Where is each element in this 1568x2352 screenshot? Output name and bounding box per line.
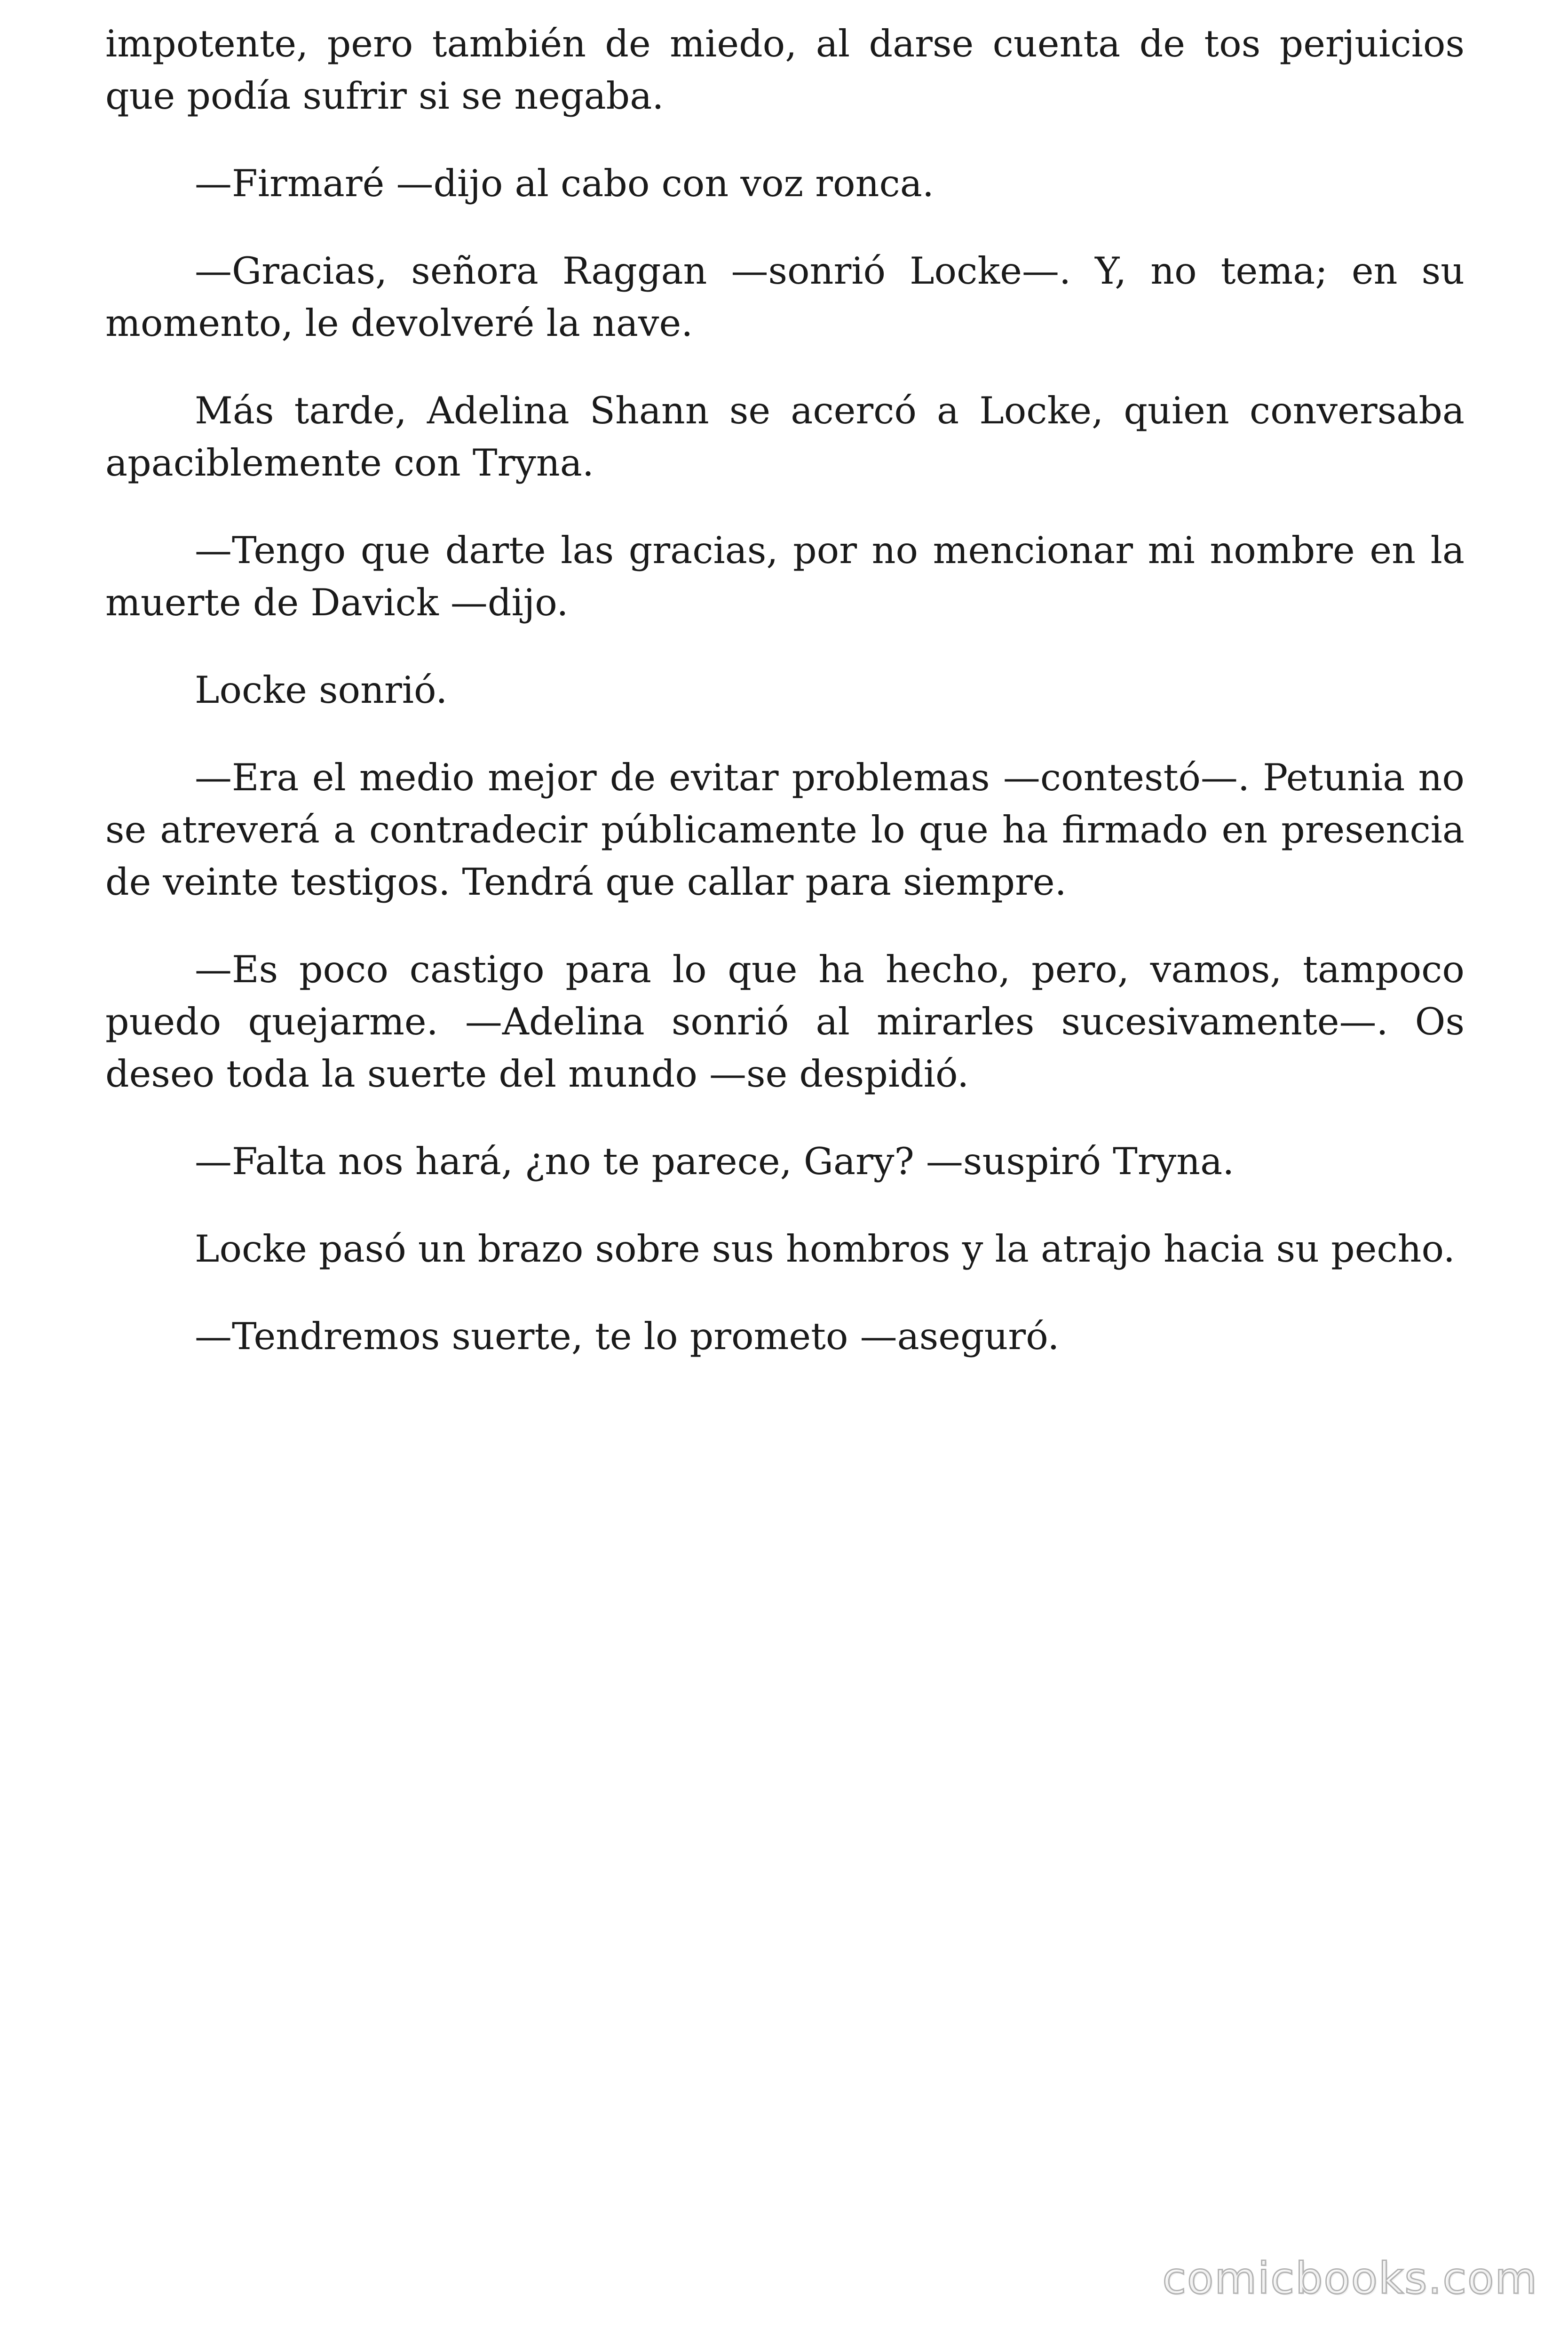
paragraph-3: —Gracias, señora Raggan —sonrió Locke—. Y, no tema; en su momento, le devolveré la nave. — [105, 249, 1465, 345]
paragraph-10: Locke pasó un brazo sobre sus hombros y la atrajo hacia su pecho. — [195, 1227, 1455, 1271]
paragraph-5: —Tengo que darte las gracias, por no mencionar mi nombre en la muerte de Davick —dijo. — [105, 529, 1465, 624]
paragraph-7: —Era el medio mejor de evitar problemas —contestó—. Petunia no se atreverá a contradecir públicamente lo que ha firmado en presencia de veinte testigos. Tendrá que callar para siempre. — [105, 756, 1465, 904]
paragraph-2: —Firmaré —dijo al cabo con voz ronca. — [195, 162, 934, 205]
paragraph-6: Locke sonrió. — [195, 668, 448, 712]
watermark: comicbooks.com — [1162, 2253, 1538, 2304]
page-text — [105, 18, 1465, 1398]
paragraph-9: —Falta nos hará, ¿no te parece, Gary? —suspiró Tryna. — [195, 1140, 1235, 1183]
paragraph-11: —Tendremos suerte, te lo prometo —aseguró. — [195, 1315, 1060, 1358]
paragraph-1: impotente, pero también de miedo, al darse cuenta de tos perjuicios que podía sufrir si se negaba. — [105, 22, 1465, 118]
paragraph-4: Más tarde, Adelina Shann se acercó a Locke, quien conversaba apaciblemente con Tryna. — [105, 389, 1465, 485]
paragraph-8: —Es poco castigo para lo que ha hecho, pero, vamos, tampoco puedo quejarme. —Adelina sonrió al mirarles sucesivamente—. Os deseo toda la suerte del mundo —se despidió. — [105, 948, 1465, 1096]
